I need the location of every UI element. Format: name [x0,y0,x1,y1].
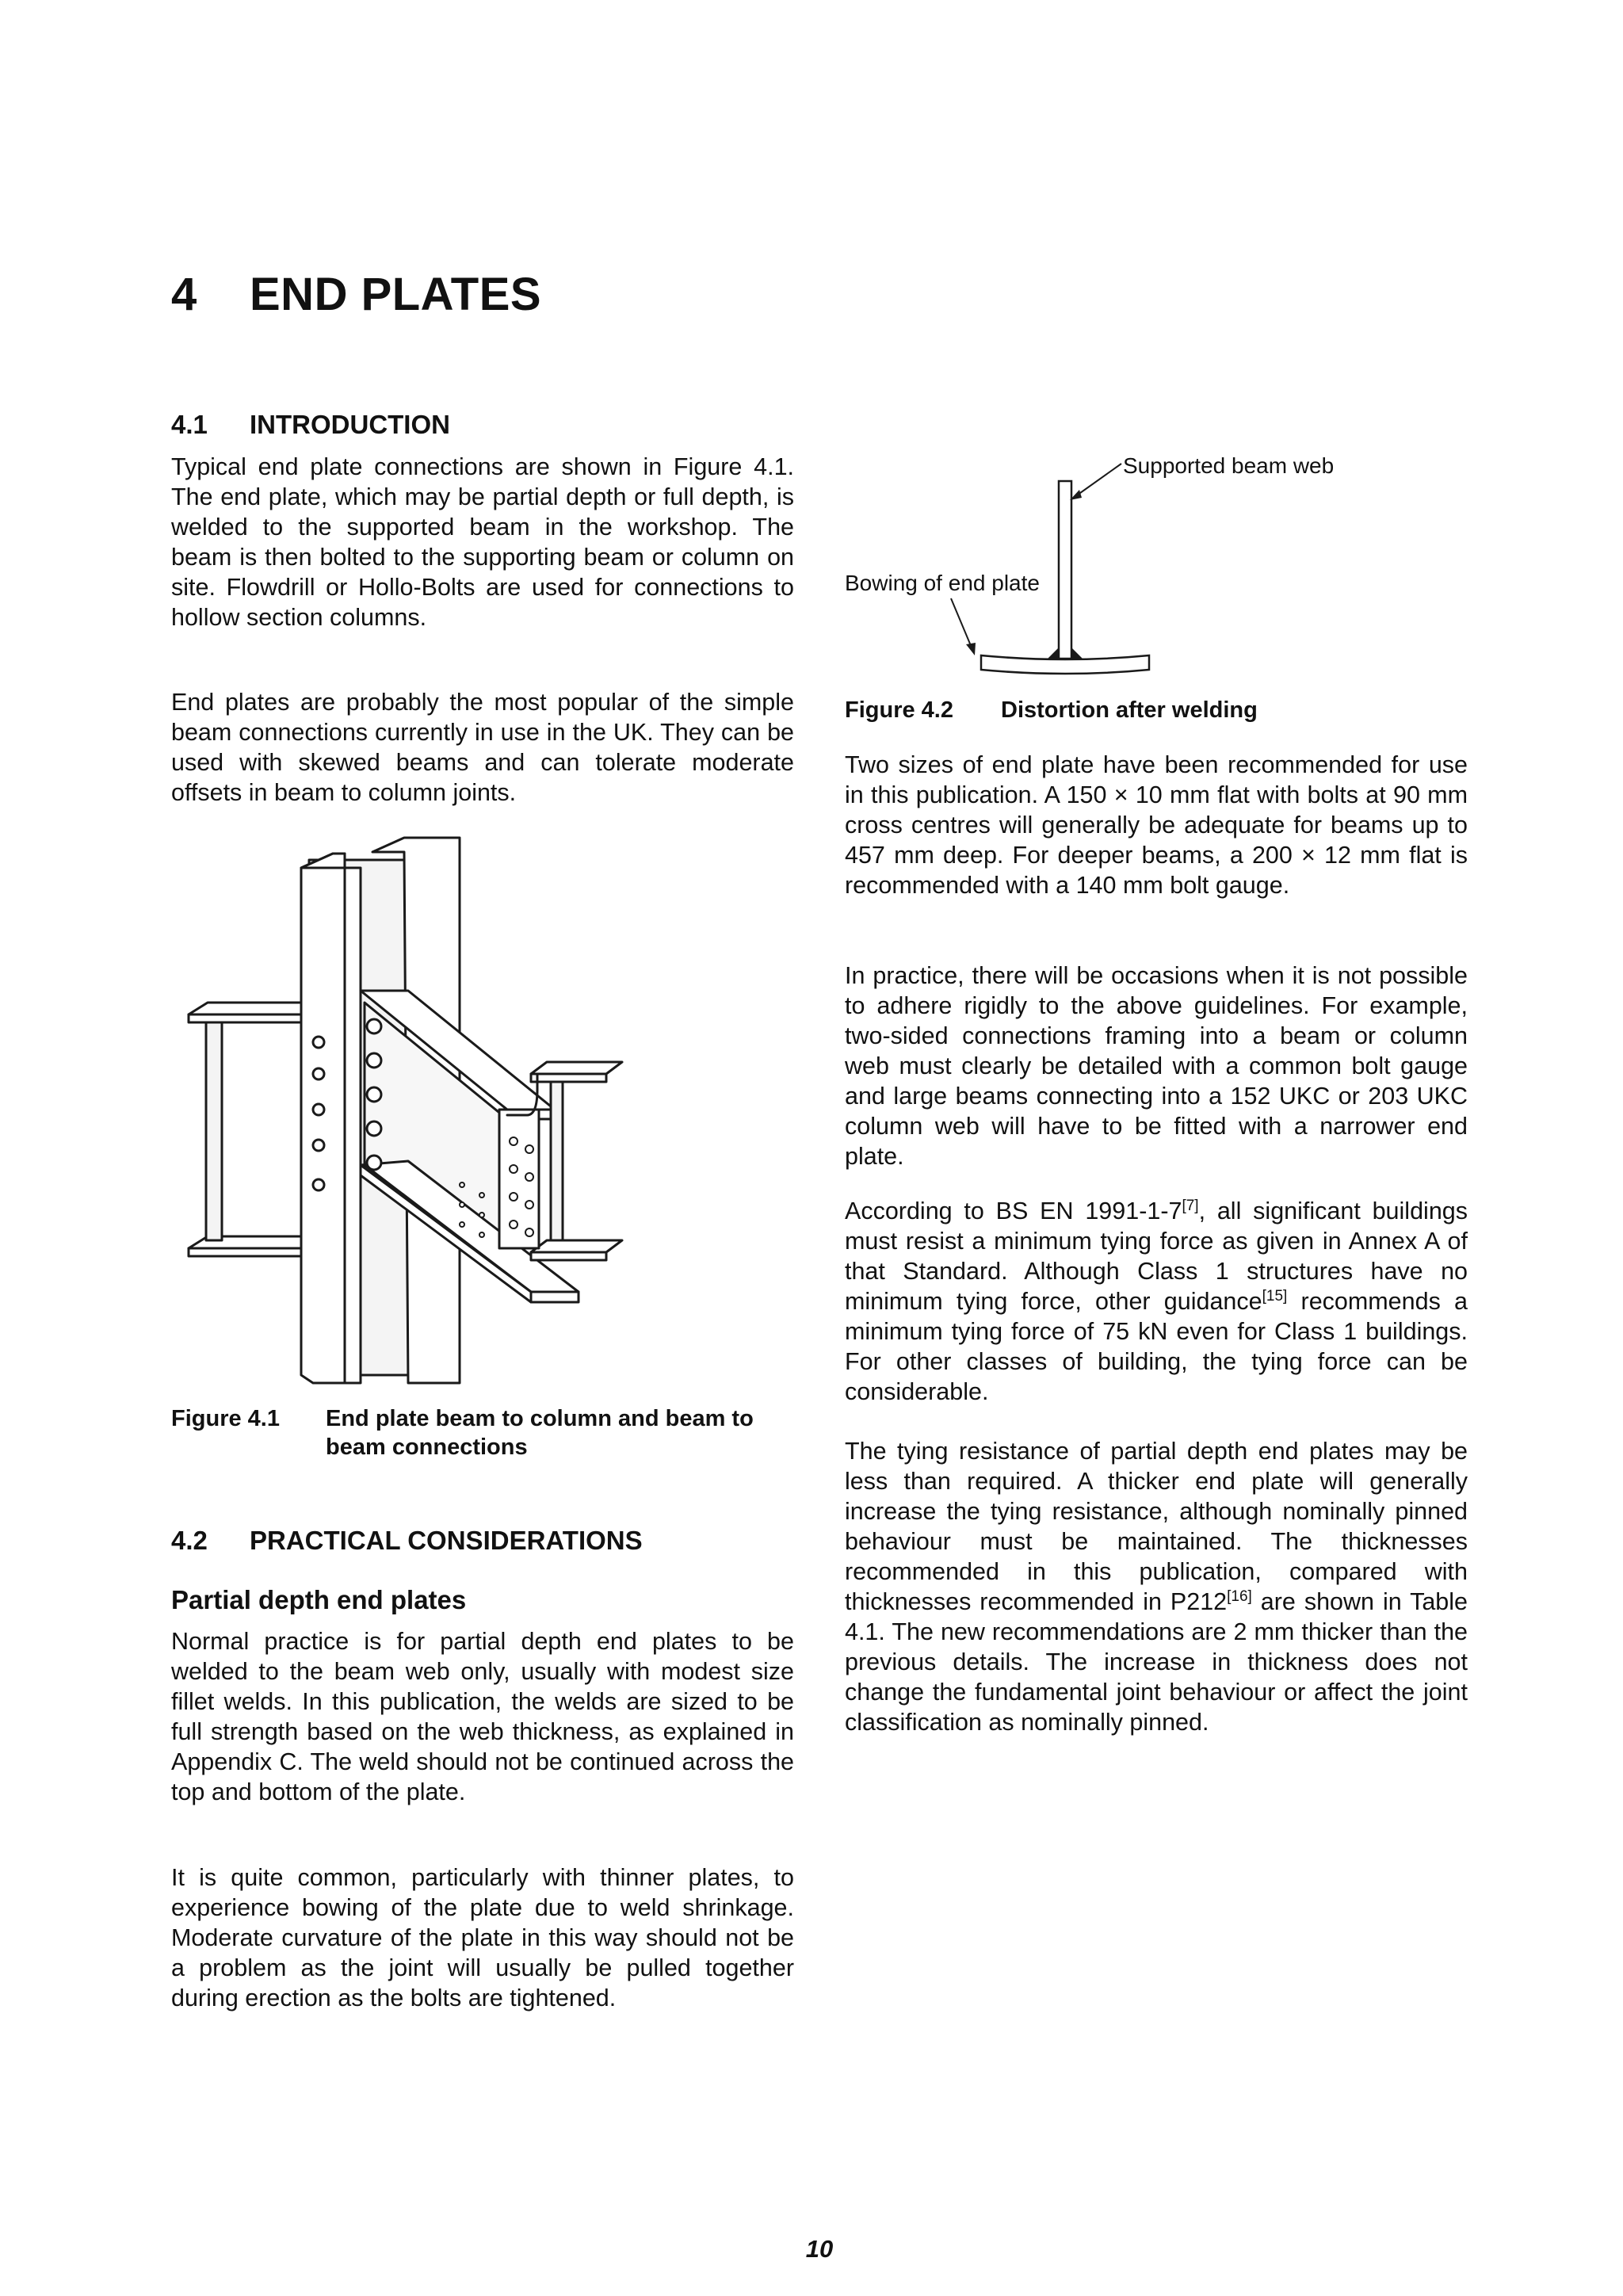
main-beam-bottom-flange-end [531,1292,579,1302]
figure-4-1-text: End plate beam to column and beam to beam connections [326,1406,754,1460]
section-title: INTRODUCTION [250,410,450,439]
bowing-arrow [966,643,976,655]
right-beam-top-flange-edge [531,1074,606,1082]
web-leader [1075,464,1121,497]
text-span: recommends a minimum tying force of 75 kN even for Class 1 buildings. For other classes of building, the tying force can be considerable. [845,1288,1468,1405]
right-paragraph-3 [845,1196,1468,1407]
reference-7: [7] [1182,1197,1199,1214]
subheading-partial-depth: Partial depth end plates [171,1585,467,1614]
column-flange-top [301,854,345,868]
section-number: 4.2 [171,1526,208,1555]
figure-4-1-drawing [166,836,800,1391]
right-paragraph-2: In practice, there will be occasions when it is not possible to adhere rigidly to the above guidelines. For example, two-sided connections framing into a beam or column web must clearly be detailed with a common bolt gauge and large beams connecting into a 152 UKC or 203 UKC column web will have to be fitted with a narrower end plate. [845,962,1468,1170]
left-beam-bottom-flange-edge [189,1248,307,1256]
chapter-number: 4 [171,269,197,320]
reference-15: [15] [1262,1287,1288,1305]
partial-paragraph-1: Normal practice is for partial depth end plates to be welded to the beam web only, usually with modest size fillet welds. In this publication, the welds are sized to be full strength based on the web thickness, as explained in Appendix C. The weld should not be continued across the top and bottom of the plate. [171,1628,794,1805]
figure-4-2-drawing [832,440,1395,678]
section-heading-practical [171,1526,643,1556]
intro-paragraph-2: End plates are probably the most popular of the simple beam connections currently in use in the UK. They can be used with skewed beams and can tolerate moderate offsets in beam to column joints. [171,689,794,806]
text-span: , all significant buildings must resist a minimum tying force as given in Annex A of that Standard. Although Class 1 structures have no minimum tying force, other guidance [845,1198,1468,1315]
weld-right [1071,648,1083,659]
figure-4-2-text: Distortion after welding [1001,697,1258,723]
figure-4-2-caption [845,696,1468,724]
page-number: 10 [805,2235,834,2263]
reference-16: [16] [1227,1587,1252,1605]
figure-4-2-number: Figure 4.2 [845,697,953,723]
text-span: The tying resistance of partial depth end plates may be less than required. A thicker end plate will generally increase the tying resistance, although nominally pinned behaviour must be maintained. The thicknesses recommended in this publication, compared with thicknesses recommended in P212 [845,1438,1468,1615]
section-title: PRACTICAL CONSIDERATIONS [250,1526,643,1555]
chapter-title: END PLATES [250,269,542,320]
right-paragraph-1: Two sizes of end plate have been recommended for use in this publication. A 150 × 10 mm flat with bolts at 90 mm cross centres will generally be adequate for beams up to 457 mm deep. For deeper beams, a 200 × 12 mm flat is recommended with a 140 mm bolt gauge. [845,751,1468,899]
weld-left [1048,648,1059,659]
label-bowing-of-end-plate: Bowing of end plate [845,571,1040,595]
text-span: According to BS EN 1991-1-7 [845,1198,1182,1224]
column-flange-side [345,868,361,1383]
left-beam-web [206,1022,222,1240]
partial-paragraph-2: It is quite common, particularly with thinner plates, to experience bowing of the plate due to weld shrinkage. Moderate curvature of the plate in this way should not be a problem as the joint will usually be pulled together during erection as the bolts are tightened. [171,1864,794,2011]
right-paragraph-4 [845,1436,1468,1737]
column-front-flange [301,854,345,1383]
beam-web [1059,481,1071,659]
section-number: 4.1 [171,410,208,439]
right-beam-top-flange [531,1062,622,1074]
label-supported-beam-web: Supported beam web [1123,453,1335,478]
text-span: are shown in Table 4.1. The new recommendations are 2 mm thicker than the previous details. The increase in thickness does not change the fundamental joint behaviour or affect the joint classification as nominally pinned. [845,1588,1468,1736]
bowing-leader [951,598,972,648]
figure-4-1-number: Figure 4.1 [171,1406,280,1431]
right-beam-bottom-flange-edge [531,1252,606,1260]
right-beam-web [551,1082,563,1252]
chapter-heading [171,268,541,321]
intro-paragraph-1: Typical end plate connections are shown in Figure 4.1. The end plate, which may be partial depth or full depth, is welded to the supported beam in the workshop. The beam is then bolted to the supporting beam or column on site. Flowdrill or Hollo-Bolts are used for connections to hollow section columns. [171,453,794,631]
section-heading-introduction [171,410,450,440]
figure-4-1-caption [171,1404,794,1461]
right-beam-bottom-flange [531,1240,622,1252]
